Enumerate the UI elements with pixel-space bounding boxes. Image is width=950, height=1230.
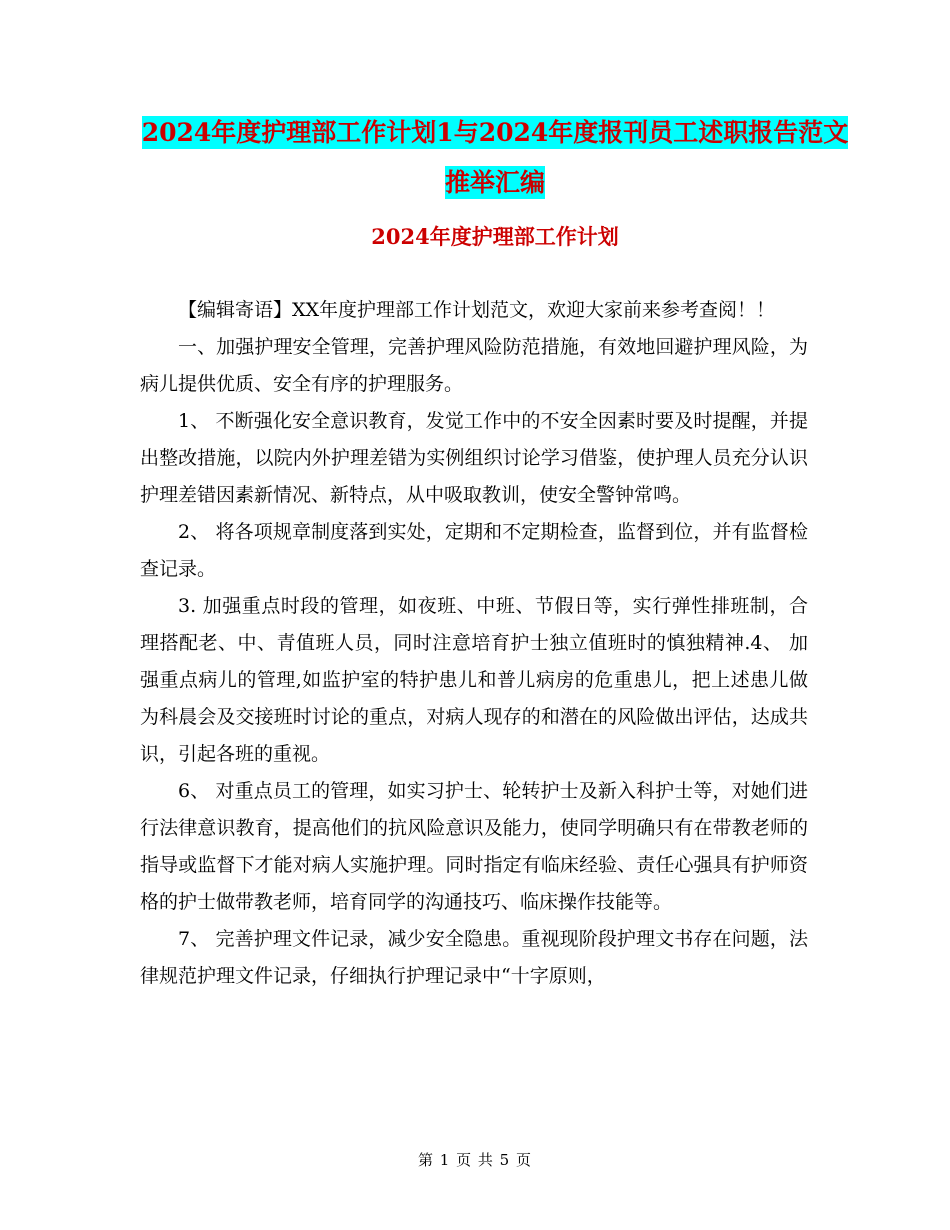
section-title: 2024年度护理部工作计划	[371, 224, 619, 249]
editor-note-paragraph: 【编辑寄语】XX年度护理部工作计划范文，欢迎大家前来参考查阅！！	[178, 299, 776, 321]
body-paragraph: 2、 将各项规章制度落到实处，定期和不定期检查，监督到位，并有监督检查记录。	[140, 521, 808, 580]
body-paragraph: 一、加强护理安全管理，完善护理风险防范措施，有效地回避护理风险，为病儿提供优质、安全有序的护理服务。	[140, 336, 808, 395]
document-title	[140, 108, 850, 208]
page-footer: 第 1 页 共 5 页	[418, 1151, 532, 1169]
body-paragraph: 6、 对重点员工的管理，如实习护士、轮转护士及新入科护士等，对她们进行法律意识教育，提高他们的抗风险意识及能力，使同学明确只有在带教老师的指导或监督下才能对病人实施护理。同时指定有临床经验、责任心强具有护师资格的护士做带教老师，培育同学的沟通技巧、临床操作技能等。	[140, 780, 808, 913]
body-paragraph: 7、 完善护理文件记录，减少安全隐患。重视现阶段护理文书存在问题，法律规范护理文件记录，仔细执行护理记录中“十字原则，	[140, 928, 808, 987]
document-body	[140, 292, 808, 995]
body-paragraph: 1、 不断强化安全意识教育，发觉工作中的不安全因素时要及时提醒，并提出整改措施，以院内外护理差错为实例组织讨论学习借鉴，使护理人员充分认识护理差错因素新情况、新特点，从中吸取教训，使安全警钟常鸣。	[140, 410, 808, 506]
body-paragraph: 3. 加强重点时段的管理，如夜班、中班、节假日等，实行弹性排班制，合理搭配老、中、青值班人员，同时注意培育护士独立值班时的慎独精神.4、 加强重点病儿的管理,如监护室的特护患儿和普儿病房的危重患儿，把上述患儿做为科晨会及交接班时讨论的重点，对病人现存的和潜在的风险做出评估，达成共识，引起各班的重视。	[140, 595, 808, 765]
document-title-text: 2024年度护理部工作计划1与2024年度报刊员工述职报告范文推举汇编	[141, 118, 849, 197]
